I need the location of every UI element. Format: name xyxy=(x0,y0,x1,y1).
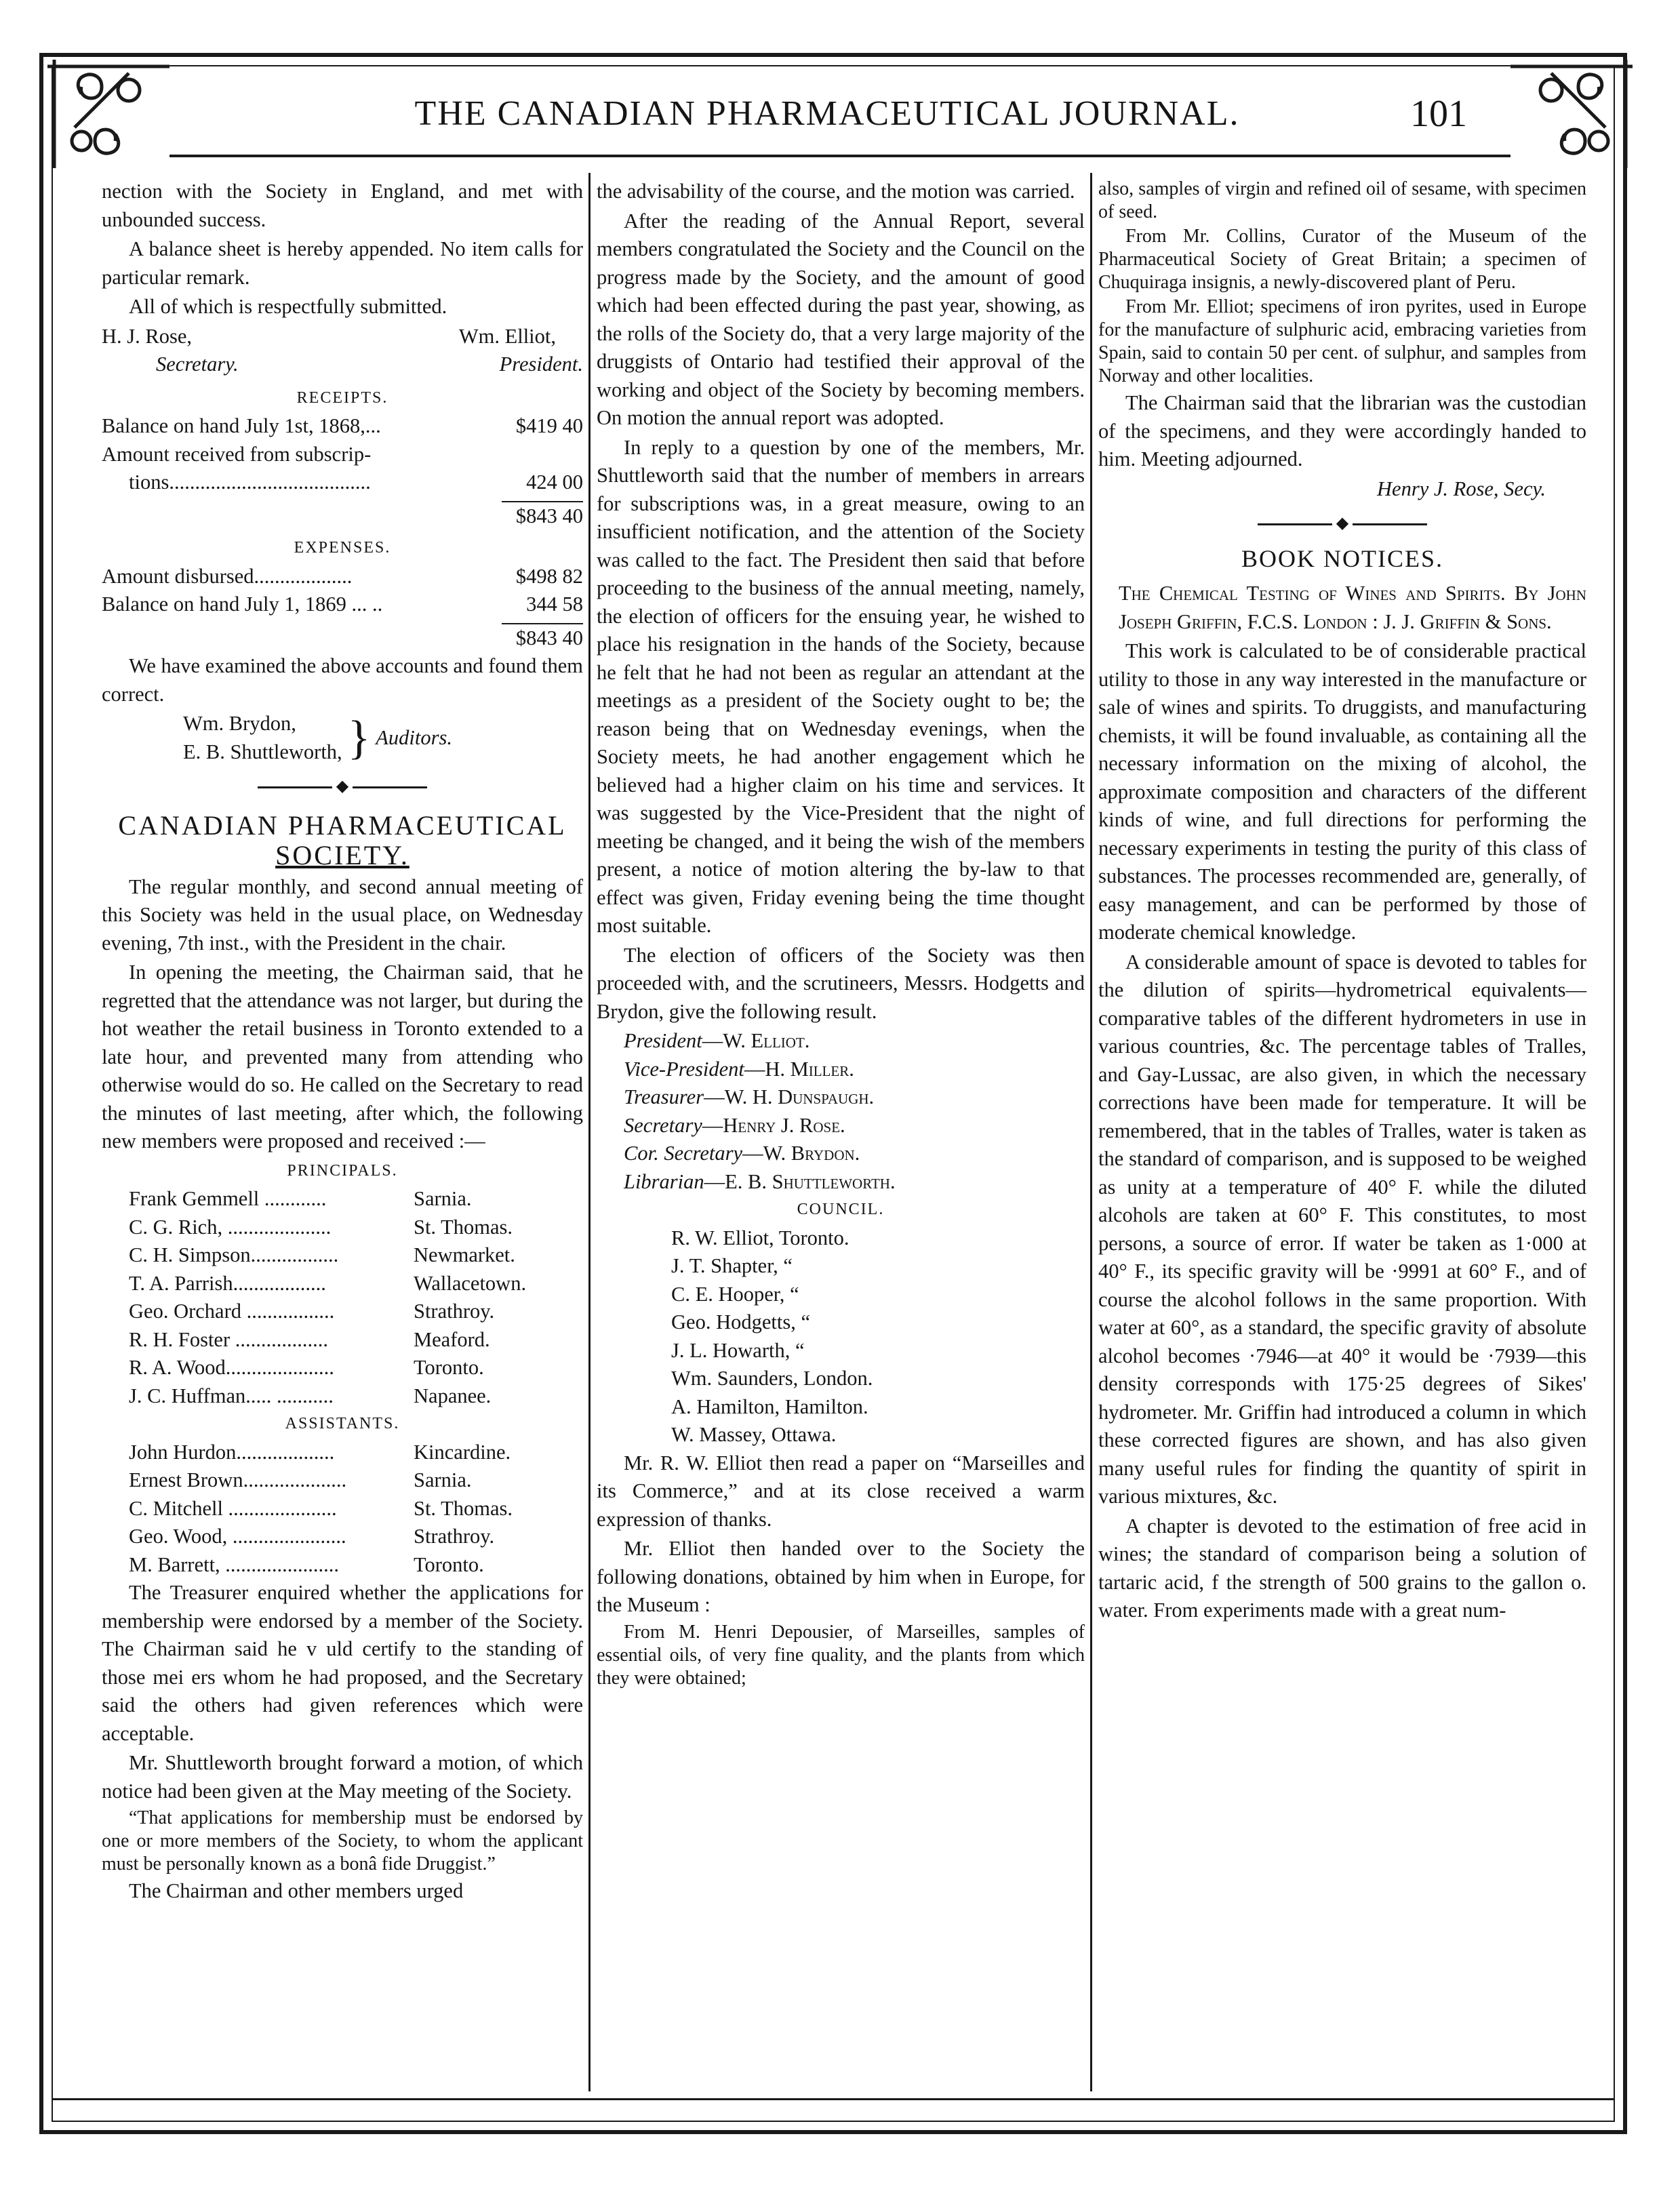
member-row xyxy=(102,1495,583,1523)
ornamental-rule: ◆ xyxy=(1098,510,1586,538)
officer-row xyxy=(597,1112,1085,1140)
member-place: Kincardine. xyxy=(414,1440,511,1464)
principals-list xyxy=(102,1185,583,1410)
officer-row xyxy=(597,1168,1085,1197)
member-name: Geo. Wood, ...................... xyxy=(129,1525,346,1548)
officer-name: —E. B. Shuttleworth. xyxy=(704,1169,896,1193)
member-place: Sarnia. xyxy=(414,1187,472,1210)
ledger-row xyxy=(102,412,583,441)
paragraph: All of which is respectfully submitted. xyxy=(129,295,447,318)
member-name: Frank Gemmell ............ xyxy=(129,1187,327,1210)
member-place: Toronto. xyxy=(414,1356,484,1379)
officers-list xyxy=(597,1027,1085,1196)
council-member: R. W. Elliot, Toronto. xyxy=(671,1226,849,1249)
paragraph: In reply to a question by one of the members, Mr. Shuttleworth said that the number of members in arrears for subscriptions was, in a great measure, owing to an insufficient notification, and the attention of the Society was called to the fact. The President then said that before proceeding to the business of the annual meeting, namely, the election of officers for the ensuing year, he wished to place his resignation in the hands of the Society, because he felt that he had not been as regular an attendant at the meetings as a president of the Society ought to be; the reason being that on Wednesday evenings, when the Society meets, he had another engagement which he believed had a higher claim on his time and services. It was suggested by the Vice-President that the night of meeting be changed, and it being the wish of the members present, a notice of motion altering the by-law to that effect was given, Friday evening being the time thought most suitable. xyxy=(597,435,1085,937)
ledger-label: tions....................................... xyxy=(129,470,371,494)
council-member: A. Hamilton, Hamilton. xyxy=(671,1395,868,1418)
column-2 xyxy=(597,178,1085,2076)
council-member: Wm. Saunders, London. xyxy=(671,1367,873,1390)
receipts-heading: RECEIPTS. xyxy=(296,388,388,407)
officer-name: —Henry J. Rose. xyxy=(702,1113,845,1137)
principals-heading: PRINCIPALS. xyxy=(287,1161,398,1180)
member-place: Wallacetown. xyxy=(414,1271,527,1295)
president-title: President. xyxy=(499,353,583,376)
column-1 xyxy=(102,178,583,2076)
assistants-list xyxy=(102,1439,583,1580)
member-row xyxy=(102,1213,583,1242)
auditor-name: Wm. Brydon, xyxy=(183,712,296,735)
ledger-amount: $419 40 xyxy=(515,414,583,437)
expenses-heading: EXPENSES. xyxy=(294,539,391,557)
paragraph: The election of officers of the Society was then proceeded with, and the scrutineers, Messrs. Hodgetts and Brydon, give the following result. xyxy=(597,943,1085,1023)
officer-role: Treasurer xyxy=(624,1085,704,1108)
ornamental-rule: ◆ xyxy=(102,773,583,801)
book-title: The Chemical Testing of Wines and Spirits. By John Joseph Griffin, F.C.S. London : J. J. Griffin & Sons. xyxy=(1119,582,1586,633)
officer-role: Vice-President xyxy=(624,1057,744,1081)
ledger-amount: $498 82 xyxy=(515,564,583,588)
member-row xyxy=(102,1466,583,1495)
ledger-label: Balance on hand July 1, 1869 ... .. xyxy=(102,593,383,616)
bottom-rule xyxy=(52,2098,1615,2100)
ledger-label: Amount received from subscrip- xyxy=(102,442,372,466)
officer-role: Secretary xyxy=(624,1113,702,1137)
member-place: St. Thomas. xyxy=(414,1215,513,1239)
member-row xyxy=(102,1382,583,1411)
paragraph: Mr. Shuttleworth brought forward a motion, of which notice had been given at the May meeting of the Society. xyxy=(102,1751,583,1803)
member-name: John Hurdon................... xyxy=(129,1440,335,1464)
paragraph: A chapter is devoted to the estimation of free acid in wines; the standard of comparison being a solution of tartaric acid, f the strength of 500 grains to the gallon o. water. From experiments made with a great num- xyxy=(1098,1514,1586,1622)
ledger-amount: 424 00 xyxy=(526,470,583,494)
auditor-name: E. B. Shuttleworth, xyxy=(183,740,342,763)
paragraph: The Chairman and other members urged xyxy=(129,1879,464,1902)
member-name: C. H. Simpson................. xyxy=(129,1243,339,1266)
member-row xyxy=(102,1241,583,1270)
officer-name: —W. Brydon. xyxy=(742,1142,860,1165)
paragraph: After the reading of the Annual Report, several members congratulated the Society and the Council on the progress made by the Society, and the amount of good which had been effected during the past year, showing, as the rolls of the Society do, that a very large majority of the druggists of Ontario had testified their approval of the working and object of the Society by becoming members. On motion the annual report was adopted. xyxy=(597,209,1085,429)
member-row xyxy=(102,1298,583,1326)
paragraph: nection with the Society in England, and met with unbounded success. xyxy=(102,180,583,231)
paragraph: This work is calculated to be of considerable practical utility to those in any way interested in the manufacture or sale of wines and spirits. To druggists, and manufacturing chemists, it will be found invaluable, as containing all the necessary information on the mixing of alcohol, the approximate composition and characters of the different kinds of wine, and full directions for performing the necessary experiments in testing the purity of this class of substances. The processes recommended are, generally, of easy management, and can be performed by those of moderate chemical knowledge. xyxy=(1098,639,1586,944)
ledger-label: Amount disbursed................... xyxy=(102,564,353,588)
paragraph: The regular monthly, and second annual meeting of this Society was held in the usual place, on Wednesday evening, 7th inst., with the President in the chair. xyxy=(102,875,583,955)
member-name: C. Mitchell ..................... xyxy=(129,1496,337,1520)
paragraph: The Treasurer enquired whether the applications for membership were endorsed by a member of the Society. The Chairman said he v uld certify to the standing of those mei ers whom he had proposed, and the Secretary said the others had given references which were acceptable. xyxy=(102,1581,583,1745)
member-row xyxy=(102,1439,583,1467)
member-name: M. Barrett, ...................... xyxy=(129,1552,340,1576)
header-rule xyxy=(169,155,1511,157)
council-list xyxy=(597,1224,1085,1449)
signature xyxy=(1098,475,1586,504)
resolution-quote: “That applications for membership must be endorsed by one or more members of the Society, to whom the applicant must be personally known as a bonâ fide Druggist.” xyxy=(102,1807,583,1874)
signature-block xyxy=(102,323,583,379)
ledger-label: Balance on hand July 1st, 1868,... xyxy=(102,414,381,437)
auditors-block: Wm. Brydon, E. B. Shuttleworth, } Auditors. xyxy=(102,710,583,766)
member-row xyxy=(102,1523,583,1551)
secretary-name: H. J. Rose, xyxy=(102,324,193,348)
auditors-label: Auditors. xyxy=(376,725,452,749)
member-place: Strathroy. xyxy=(414,1300,495,1323)
member-row xyxy=(102,1270,583,1298)
ledger-row xyxy=(102,468,583,497)
member-name: C. G. Rich, .................... xyxy=(129,1215,332,1239)
member-place: Newmarket. xyxy=(414,1243,515,1266)
member-row xyxy=(102,1551,583,1580)
member-name: J. C. Huffman..... ........... xyxy=(129,1384,334,1407)
officer-role: President xyxy=(624,1029,702,1052)
member-place: Toronto. xyxy=(414,1552,484,1576)
council-member: W. Massey, Ottawa. xyxy=(671,1423,837,1446)
officer-name: —W. Elliot. xyxy=(702,1029,810,1052)
member-place: Sarnia. xyxy=(414,1468,472,1491)
member-name: Ernest Brown.................... xyxy=(129,1468,347,1491)
council-member: C. E. Hooper, “ xyxy=(671,1282,799,1306)
ledger-row xyxy=(102,590,583,619)
member-name: R. A. Wood..................... xyxy=(129,1356,334,1379)
section-heading xyxy=(102,811,583,870)
assistants-heading: ASSISTANTS. xyxy=(285,1415,400,1432)
council-heading: COUNCIL. xyxy=(797,1201,885,1218)
column-3 xyxy=(1098,178,1586,2076)
paragraph: Mr. R. W. Elliot then read a paper on “Marseilles and its Commerce,” and at its close received a warm expression of thanks. xyxy=(597,1451,1085,1531)
paragraph: also, samples of virgin and refined oil of sesame, with specimen of seed. xyxy=(1098,178,1586,222)
section-heading: BOOK NOTICES. xyxy=(1241,544,1443,572)
president-name: Wm. Elliot, xyxy=(458,324,556,348)
member-name: Geo. Orchard ................. xyxy=(129,1300,335,1323)
officer-role: Cor. Secretary xyxy=(624,1142,743,1165)
paragraph: The Chairman said that the librarian was the custodian of the specimens, and they were accordingly handed to him. Meeting adjourned. xyxy=(1098,391,1586,470)
paragraph: From Mr. Elliot; specimens of iron pyrites, used in Europe for the manufacture of sulphuric acid, embracing varieties from Spain, said to contain 50 per cent. of sulphur, and samples from Norway and other localities. xyxy=(1098,296,1586,386)
member-name: R. H. Foster .................. xyxy=(129,1327,328,1351)
officer-row xyxy=(597,1140,1085,1168)
member-place: Meaford. xyxy=(414,1327,490,1351)
officer-name: —H. Miller. xyxy=(744,1057,854,1081)
paragraph: Mr. Elliot then handed over to the Society the following donations, obtained by him when in Europe, for the Museum : xyxy=(597,1537,1085,1616)
page-number: 101 xyxy=(1410,93,1467,135)
council-member: Geo. Hodgetts, “ xyxy=(671,1310,810,1333)
corner-ornament-right xyxy=(1504,53,1639,175)
ledger-amount: 344 58 xyxy=(526,593,583,616)
running-head: THE CANADIAN PHARMACEUTICAL JOURNAL. xyxy=(414,94,1240,133)
council-member: J. T. Shapter, “ xyxy=(671,1254,793,1277)
member-row xyxy=(102,1326,583,1355)
section-heading-line: CANADIAN PHARMACEUTICAL xyxy=(118,809,567,841)
secretary-title: Secretary. xyxy=(156,353,239,376)
ledger-row xyxy=(102,563,583,591)
member-place: Napanee. xyxy=(414,1384,492,1407)
member-name: T. A. Parrish.................. xyxy=(129,1271,326,1295)
paragraph: From M. Henri Depousier, of Marseilles, samples of essential oils, of very fine quality, and the plants from which they were obtained; xyxy=(597,1621,1085,1689)
member-row xyxy=(102,1185,583,1213)
paragraph: the advisability of the course, and the motion was carried. xyxy=(597,180,1075,203)
signature-text: Henry J. Rose, Secy. xyxy=(1377,477,1546,500)
column-rule-1 xyxy=(588,173,591,2091)
ledger-total: $843 40 xyxy=(502,623,583,653)
member-row xyxy=(102,1354,583,1382)
paragraph: From Mr. Collins, Curator of the Museum of the Pharmaceutical Society of Great Britain; a specimen of Chuquiraga insignis, a newly-discovered plant of Peru. xyxy=(1098,226,1586,293)
ledger-total: $843 40 xyxy=(502,501,583,531)
council-member: J. L. Howarth, “ xyxy=(671,1338,805,1362)
section-heading-line: SOCIETY. xyxy=(275,839,409,870)
officer-row xyxy=(597,1056,1085,1084)
corner-ornament-left xyxy=(41,53,176,175)
member-place: St. Thomas. xyxy=(414,1496,513,1520)
officer-row xyxy=(597,1027,1085,1056)
paragraph: In opening the meeting, the Chairman said, that he regretted that the attendance was not larger, but during the hot weather the retail business in Toronto extended to a late hour, and prevented many from attending who otherwise would do so. He called on the Secretary to read the minutes of last meeting, after which, the following new members were proposed and received :— xyxy=(102,961,583,1152)
paragraph: A balance sheet is hereby appended. No item calls for particular remark. xyxy=(102,237,583,289)
column-rule-2 xyxy=(1090,173,1092,2091)
paragraph: We have examined the above accounts and found them correct. xyxy=(102,654,583,706)
officer-name: —W. H. Dunspaugh. xyxy=(704,1085,875,1108)
officer-row xyxy=(597,1083,1085,1112)
officer-role: Librarian xyxy=(624,1169,704,1193)
paragraph: A considerable amount of space is devoted to tables for the dilution of spirits—hydrometrical equivalents—comparative tables of the different hydrometers in use in various countries, &c. The percentage tables of Tralles, and Gay-Lussac, are also given, in which the necessary corrections have been made for temperature. It will be remembered, that in the tables of Tralles, water is taken as the standard of comparison, and is supposed to be weighed as unity at a temperature of 40° F. while the diluted alcohols are taken at 60° F. This constitutes, to most persons, a source of error. If water be taken as 1·000 at 40° F., its specific gravity will be ·9991 at 60° F., and of course the alcohol follows in the same proportion. With water at 60°, as a standard, the specific gravity of absolute alcohol becomes ·7946—at 40° it would be ·7939—this density corresponds with 175·25 degrees of Sikes' hydrometer. Mr. Griffin had introduced a column in which these corrected figures are shown, and has also given many useful rules for finding the quantity of spirit in various mixtures, &c. xyxy=(1098,950,1586,1508)
member-place: Strathroy. xyxy=(414,1525,495,1548)
